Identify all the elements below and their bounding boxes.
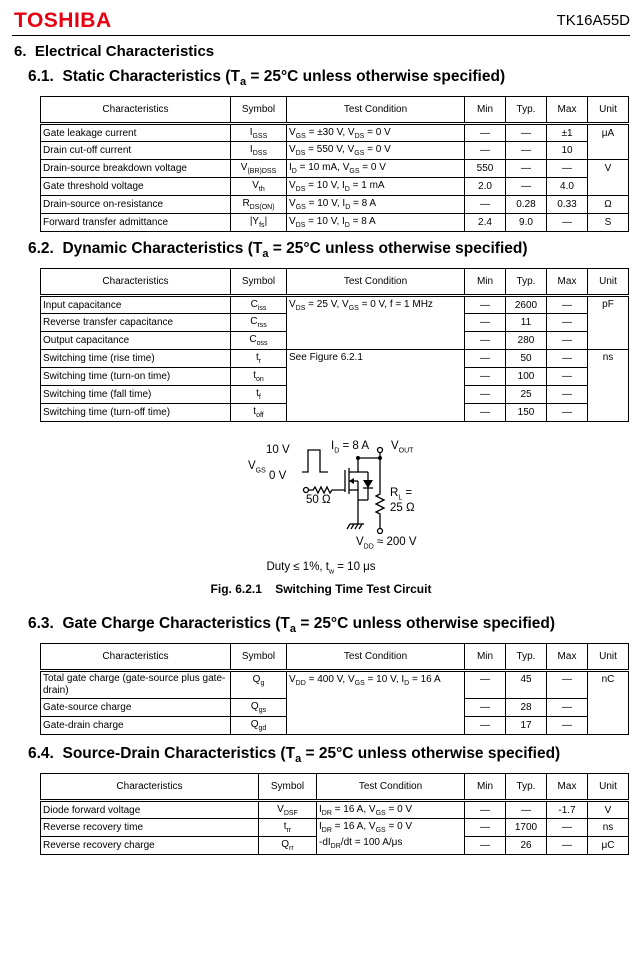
symbol: $C_{rss}$	[231, 314, 287, 332]
max-value: —	[547, 699, 588, 717]
diode-symbol	[363, 480, 373, 488]
max-value: —	[547, 717, 588, 735]
typ-value: —	[506, 160, 547, 178]
table-header-row	[41, 644, 629, 671]
symbol: $t_f$	[231, 386, 287, 404]
max-value: —	[547, 386, 588, 404]
typ-value: 45	[506, 671, 547, 699]
label-50-ohm: 50 Ω	[306, 494, 331, 506]
test-condition: See Figure 6.2.1	[287, 350, 465, 422]
min-value: —	[465, 837, 506, 855]
symbol: $Q_{gd}$	[231, 717, 287, 735]
part-number: TK16A55D	[556, 12, 630, 29]
typ-value: —	[506, 801, 547, 819]
symbol: $Q_g$	[231, 671, 287, 699]
column-header: Min	[465, 774, 506, 801]
unit: V	[588, 801, 629, 819]
column-header: Symbol	[231, 644, 287, 671]
characteristic-name: Output capacitance	[41, 332, 231, 350]
symbol: $|Y_{fs}|$	[231, 214, 287, 232]
typ-value: 50	[506, 350, 547, 368]
unit: V	[588, 160, 629, 178]
min-value: —	[465, 717, 506, 735]
column-header: Test Condition	[287, 644, 465, 671]
table-row	[41, 196, 629, 214]
max-value: —	[547, 404, 588, 422]
table-header-row	[41, 97, 629, 124]
column-header: Max	[547, 269, 588, 296]
test-condition: $V_{DS} = 10$ V, $I_D = 1$ mA	[287, 178, 465, 196]
subsection-title-sub: a	[295, 753, 302, 766]
test-condition: $V_{DS} = 25$ V, $V_{GS} = 0$ V, f = 1 MHz	[287, 296, 465, 350]
min-value: —	[465, 350, 506, 368]
unit: nC	[588, 671, 629, 735]
typ-value: —	[506, 124, 547, 142]
column-header: Max	[547, 644, 588, 671]
subsection-title-sub: a	[262, 248, 269, 261]
unit	[588, 142, 629, 160]
column-header: Typ.	[506, 97, 547, 124]
section-number: 6.	[14, 43, 27, 60]
column-header: Symbol	[231, 97, 287, 124]
typ-value: 2600	[506, 296, 547, 314]
toshiba-logo: TOSHIBA	[14, 9, 112, 32]
subsection-number: 6.2.	[28, 240, 54, 257]
symbol: $Q_{rr}$	[259, 837, 317, 855]
label-vout: $V_{OUT}$	[391, 440, 414, 455]
max-value: —	[547, 314, 588, 332]
min-value: —	[465, 699, 506, 717]
table-header-row	[41, 774, 629, 801]
test-condition: $V_{GS} = 10$ V, $I_D = 8$ A	[287, 196, 465, 214]
max-value: —	[547, 819, 588, 837]
static-characteristics-table	[40, 96, 629, 232]
subsection-title-text: Dynamic Characteristics (T	[62, 240, 263, 257]
unit: ns	[588, 819, 629, 837]
table-row	[41, 124, 629, 142]
symbol: $C_{iss}$	[231, 296, 287, 314]
subsection-title-text: Gate Charge Characteristics (T	[62, 615, 290, 632]
column-header: Symbol	[259, 774, 317, 801]
column-header: Typ.	[506, 774, 547, 801]
max-value: -1.7	[547, 801, 588, 819]
table-row	[41, 160, 629, 178]
column-header: Test Condition	[287, 269, 465, 296]
subsection-number: 6.1.	[28, 68, 54, 85]
typ-value: 25	[506, 386, 547, 404]
typ-value: 9.0	[506, 214, 547, 232]
column-header: Unit	[588, 269, 629, 296]
table-row	[41, 801, 629, 819]
min-value: —	[465, 296, 506, 314]
column-header: Unit	[588, 644, 629, 671]
min-value: 2.0	[465, 178, 506, 196]
symbol: $V_{th}$	[231, 178, 287, 196]
section-title	[14, 43, 214, 60]
characteristic-name: Gate threshold voltage	[41, 178, 231, 196]
typ-value: 100	[506, 368, 547, 386]
min-value: 550	[465, 160, 506, 178]
subsection-title-static	[28, 68, 505, 88]
characteristic-name: Switching time (turn-on time)	[41, 368, 231, 386]
characteristic-name: Switching time (turn-off time)	[41, 404, 231, 422]
typ-value: 17	[506, 717, 547, 735]
unit: S	[588, 214, 629, 232]
column-header: Typ.	[506, 644, 547, 671]
column-header: Characteristics	[41, 269, 231, 296]
column-header: Min	[465, 269, 506, 296]
column-header: Characteristics	[41, 644, 231, 671]
test-condition: $V_{GS} = \pm 30$ V, $V_{DS} = 0$ V	[287, 124, 465, 142]
symbol: $I_{GSS}$	[231, 124, 287, 142]
subsection-number: 6.3.	[28, 615, 54, 632]
figure-caption: Fig. 6.2.1 Switching Time Test Circuit	[210, 582, 432, 596]
typ-value: 280	[506, 332, 547, 350]
column-header: Min	[465, 97, 506, 124]
symbol: $V_{DSF}$	[259, 801, 317, 819]
characteristic-name: Drain-source on-resistance	[41, 196, 231, 214]
test-condition: $I_{DR} = 16$ A, $V_{GS} = 0$ V $-dI_{DR}/dt = 100$ A/μs	[317, 819, 465, 855]
subsection-title-tail: = 25°C unless otherwise specified)	[296, 615, 556, 632]
subsection-title-dynamic	[28, 240, 528, 260]
section-title-text: Electrical Characteristics	[34, 43, 215, 60]
symbol: $R_{DS(ON)}$	[231, 196, 287, 214]
characteristic-name: Gate-drain charge	[41, 717, 231, 735]
column-header: Unit	[588, 97, 629, 124]
symbol: $C_{oss}$	[231, 332, 287, 350]
table-row	[41, 296, 629, 314]
label-25-ohm: 25 Ω	[390, 502, 415, 514]
column-header: Min	[465, 644, 506, 671]
subsection-title-tail: = 25°C unless otherwise specified)	[268, 240, 528, 257]
typ-value: 28	[506, 699, 547, 717]
symbol: $I_{DSS}$	[231, 142, 287, 160]
min-value: —	[465, 386, 506, 404]
table-row	[41, 142, 629, 160]
column-header: Characteristics	[41, 97, 231, 124]
unit: μA	[588, 124, 629, 142]
unit: Ω	[588, 196, 629, 214]
label-0v: 0 V	[269, 470, 287, 482]
characteristic-name: Reverse recovery charge	[41, 837, 259, 855]
column-header: Symbol	[231, 269, 287, 296]
typ-value: 26	[506, 837, 547, 855]
subsection-number: 6.4.	[28, 745, 54, 762]
max-value: —	[547, 837, 588, 855]
min-value: —	[465, 124, 506, 142]
min-value: —	[465, 196, 506, 214]
min-value: —	[465, 801, 506, 819]
source-drain-table	[40, 773, 629, 855]
characteristic-name: Reverse transfer capacitance	[41, 314, 231, 332]
unit: μC	[588, 837, 629, 855]
table-header-row	[41, 269, 629, 296]
figure-note: Duty ≤ 1%, $t_w = 10$ μs	[266, 561, 376, 576]
characteristic-name: Gate-source charge	[41, 699, 231, 717]
max-value: —	[547, 296, 588, 314]
characteristic-name: Switching time (fall time)	[41, 386, 231, 404]
symbol: $V_{(BR)DSS}$	[231, 160, 287, 178]
characteristic-name: Forward transfer admittance	[41, 214, 231, 232]
typ-value: —	[506, 142, 547, 160]
max-value: 0.33	[547, 196, 588, 214]
typ-value: 0.28	[506, 196, 547, 214]
subsection-title-sub: a	[289, 623, 297, 636]
table-row	[41, 178, 629, 196]
table-row	[41, 214, 629, 232]
column-header: Test Condition	[317, 774, 465, 801]
symbol: $t_{on}$	[231, 368, 287, 386]
min-value: —	[465, 332, 506, 350]
table-row	[41, 671, 629, 699]
column-header: Test Condition	[287, 97, 465, 124]
label-id: $I_D = 8$ A	[331, 440, 369, 455]
symbol: $t_{rr}$	[259, 819, 317, 837]
header-rule	[12, 35, 630, 36]
max-value: 10	[547, 142, 588, 160]
table-row	[41, 350, 629, 368]
subsection-title-text: Static Characteristics (T	[62, 68, 240, 85]
dynamic-characteristics-table	[40, 268, 629, 422]
label-10v: 10 V	[266, 444, 290, 456]
column-header: Unit	[588, 774, 629, 801]
typ-value: —	[506, 178, 547, 196]
subsection-title-gate-charge	[28, 615, 555, 635]
subsection-title-text: Source-Drain Characteristics (T	[62, 745, 296, 762]
subsection-title-source-drain	[28, 745, 560, 765]
typ-value: 150	[506, 404, 547, 422]
min-value: —	[465, 819, 506, 837]
characteristic-name: Switching time (rise time)	[41, 350, 231, 368]
max-value: —	[547, 214, 588, 232]
characteristic-name: Diode forward voltage	[41, 801, 259, 819]
column-header: Max	[547, 774, 588, 801]
characteristic-name: Reverse recovery time	[41, 819, 259, 837]
typ-value: 11	[506, 314, 547, 332]
column-header: Max	[547, 97, 588, 124]
label-vdd: $V_{DD} \approx 200$ V	[356, 536, 417, 551]
test-condition: $V_{DS} = 550$ V, $V_{GS} = 0$ V	[287, 142, 465, 160]
min-value: —	[465, 368, 506, 386]
min-value: —	[465, 671, 506, 699]
min-value: —	[465, 142, 506, 160]
table-row	[41, 819, 629, 837]
symbol: $Q_{gs}$	[231, 699, 287, 717]
max-value: —	[547, 368, 588, 386]
subsection-title-tail: = 25°C unless otherwise specified)	[301, 745, 561, 762]
label-rl: $R_L$ =	[390, 487, 413, 502]
subsection-title-tail: = 25°C unless otherwise specified)	[246, 68, 506, 85]
max-value: —	[547, 671, 588, 699]
max-value: —	[547, 350, 588, 368]
test-condition: $V_{DS} = 10$ V, $I_D = 8$ A	[287, 214, 465, 232]
gate-pulse-waveform	[302, 450, 328, 472]
max-value: 4.0	[547, 178, 588, 196]
characteristic-name: Gate leakage current	[41, 124, 231, 142]
column-header: Characteristics	[41, 774, 259, 801]
characteristic-name: Drain-source breakdown voltage	[41, 160, 231, 178]
symbol: $t_r$	[231, 350, 287, 368]
test-condition: $V_{DD} = 400$ V, $V_{GS} = 10$ V, $I_D = 16$ A	[287, 671, 465, 735]
unit	[588, 178, 629, 196]
characteristic-name: Input capacitance	[41, 296, 231, 314]
gate-charge-table	[40, 643, 629, 735]
unit: pF	[588, 296, 629, 350]
min-value: —	[465, 404, 506, 422]
max-value: —	[547, 332, 588, 350]
max-value: —	[547, 160, 588, 178]
typ-value: 1700	[506, 819, 547, 837]
min-value: —	[465, 314, 506, 332]
max-value: ±1	[547, 124, 588, 142]
min-value: 2.4	[465, 214, 506, 232]
test-condition: $I_{DR} = 16$ A, $V_{GS} = 0$ V	[317, 801, 465, 819]
characteristic-name: Total gate charge (gate-source plus gate-drain)	[41, 671, 231, 699]
characteristic-name: Drain cut-off current	[41, 142, 231, 160]
column-header: Typ.	[506, 269, 547, 296]
test-condition: $I_D = 10$ mA, $V_{GS} = 0$ V	[287, 160, 465, 178]
unit: ns	[588, 350, 629, 422]
subsection-title-sub: a	[239, 76, 247, 89]
symbol: $t_{off}$	[231, 404, 287, 422]
label-vgs: $V_{GS}$	[248, 460, 266, 475]
